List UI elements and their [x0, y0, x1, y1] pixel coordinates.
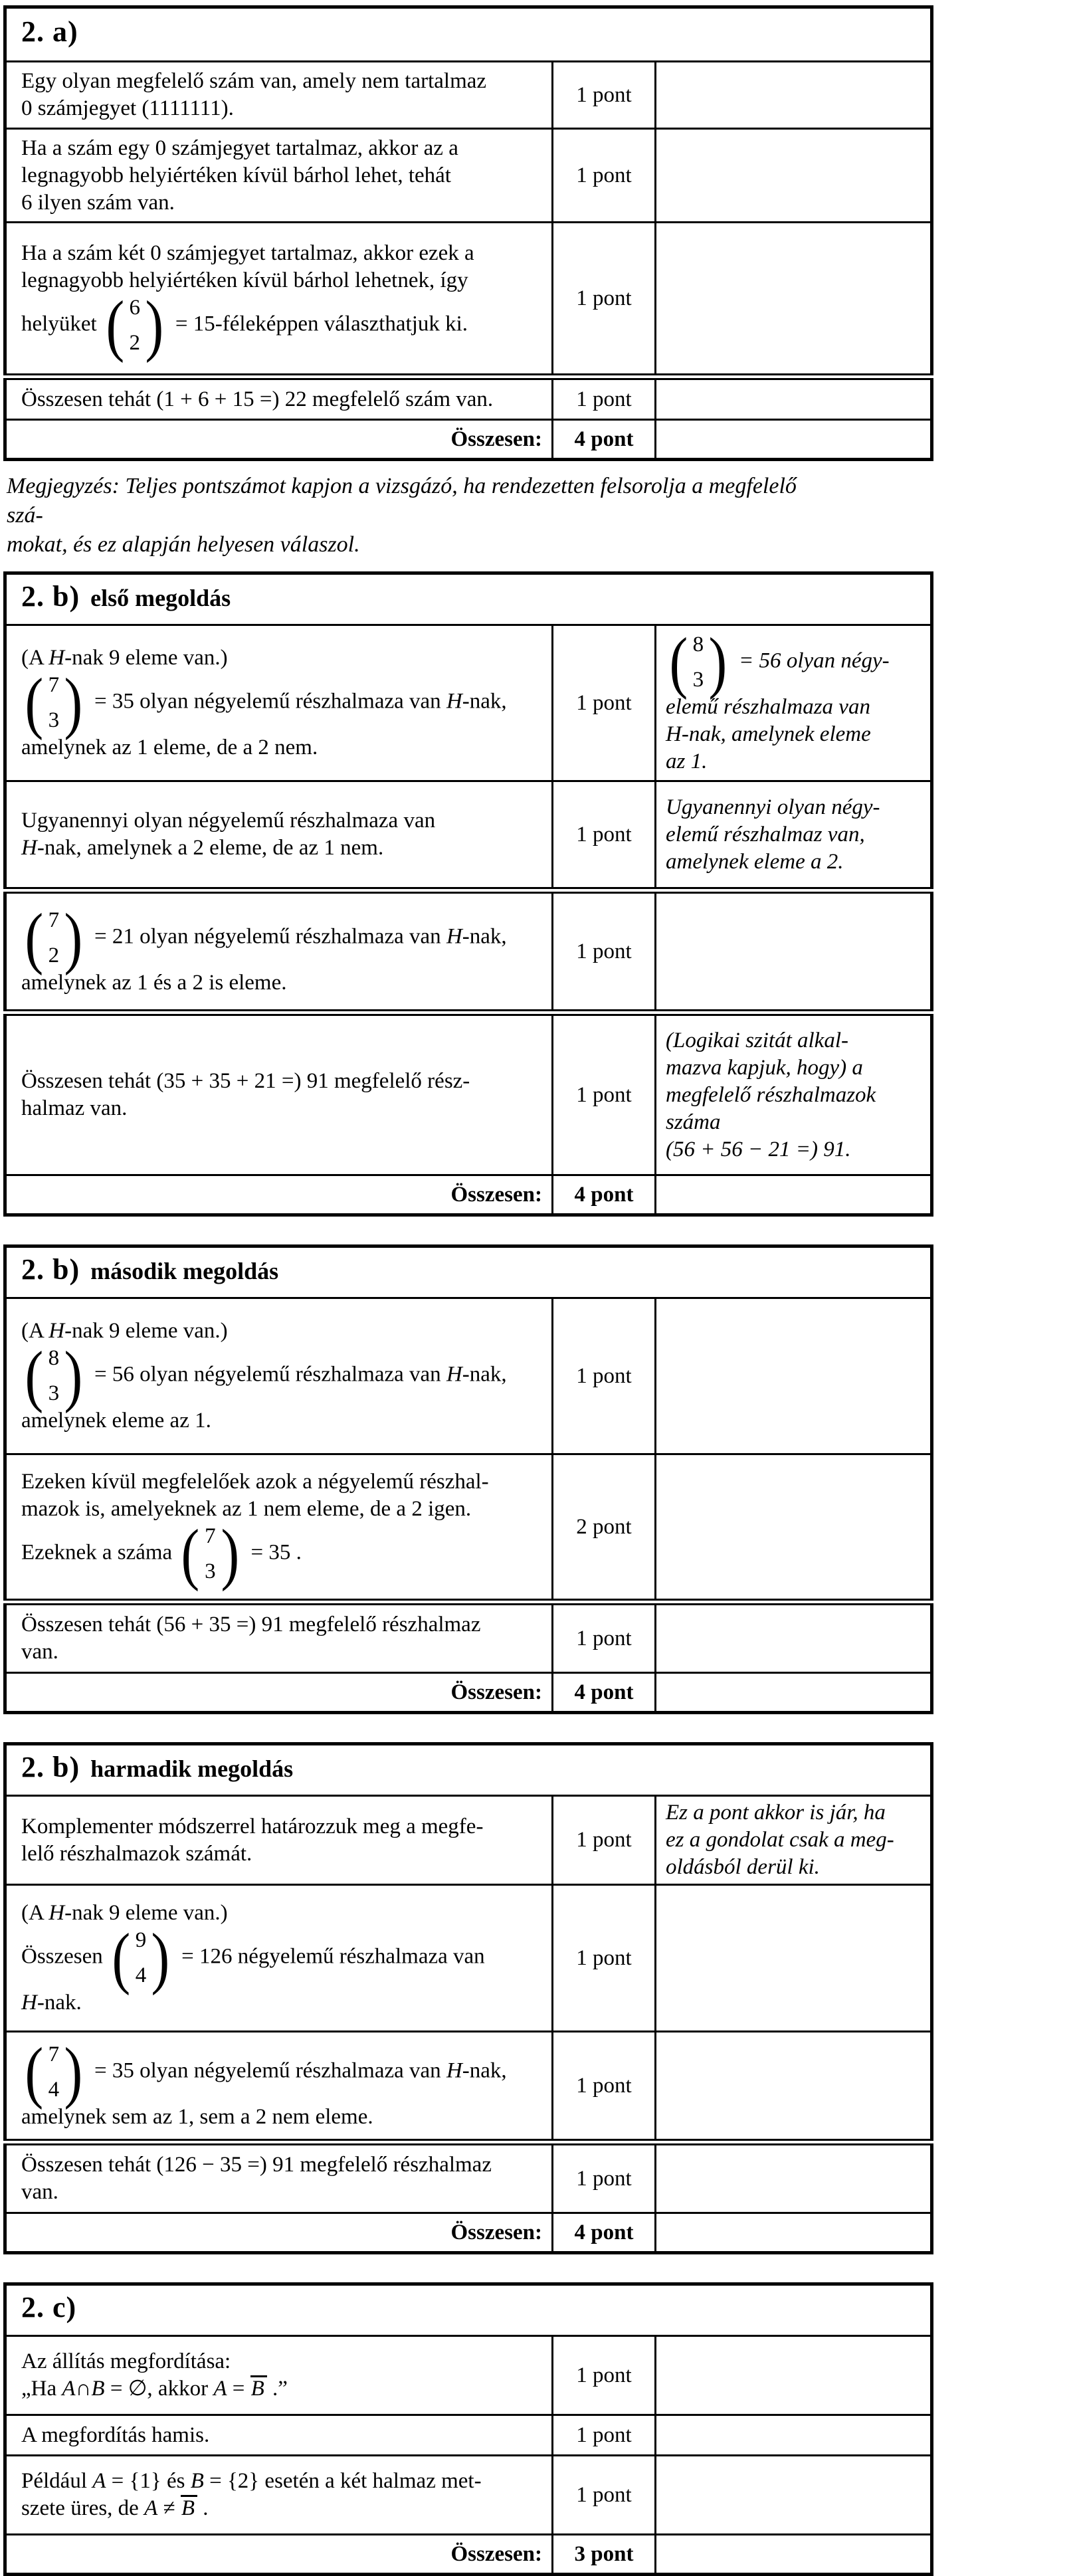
binomial-coefficient — [179, 1516, 241, 1592]
total-points: 3 pont — [553, 2535, 656, 2575]
criterion-cell — [5, 129, 553, 223]
points-cell: 1 pont — [553, 1602, 656, 1673]
section-gap — [0, 1217, 1069, 1244]
text-run: (A — [21, 646, 49, 670]
total-points: 4 pont — [553, 1673, 656, 1713]
points-cell: 1 pont — [553, 890, 656, 1013]
points-cell: 1 pont — [553, 2142, 656, 2213]
text-run: halmaz van. — [21, 1096, 128, 1120]
comment-cell — [656, 420, 932, 460]
binomial-numbers: 7 4 — [48, 2042, 60, 2102]
text-run: (A — [21, 1901, 49, 1925]
criterion-cell — [5, 2336, 553, 2415]
section-gap — [0, 1714, 1069, 1742]
text-run: = 56 — [733, 648, 787, 673]
table-row — [5, 223, 932, 377]
text-run: amelynek sem az 1, sem a 2 nem eleme. — [21, 2104, 373, 2129]
italic-text: A — [62, 2377, 76, 2401]
table-row — [5, 781, 932, 891]
right-parenthesis: ) — [221, 1516, 239, 1592]
text-run: = 126 négyelemű részhalmaza van — [175, 1944, 485, 1969]
text-run: = 35 olyan négyelemű részhalmaza van — [88, 689, 446, 714]
binomial-numbers: 7 3 — [48, 673, 60, 732]
total-points: 4 pont — [553, 2213, 656, 2253]
text-run: Összesen tehát (35 + 35 + 21 =) 91 megfelelő rész- — [21, 1069, 470, 1093]
right-parenthesis: ) — [64, 899, 83, 976]
table-row — [5, 1454, 932, 1603]
italic-text: H — [446, 924, 462, 949]
text-run: 6 ilyen szám van. — [21, 190, 175, 215]
binomial-coefficient — [110, 1920, 172, 1996]
text-run: legnagyobb helyiértéken kívül bárhol lehet, tehát — [21, 163, 451, 187]
text-run: szete üres, de — [21, 2496, 145, 2520]
text-run: Összesen tehát (56 + 35 =) 91 megfelelő részhalmaz — [21, 1613, 481, 1636]
binomial-numbers: 9 4 — [135, 1928, 147, 1987]
points-cell: 1 pont — [553, 625, 656, 781]
binomial-coefficient — [23, 2033, 85, 2110]
left-parenthesis: ( — [25, 2033, 44, 2110]
comment-cell — [656, 625, 932, 781]
comment-cell — [656, 1673, 932, 1713]
scoring-table-2b-second-solution — [3, 1244, 933, 1714]
total-points: 4 pont — [553, 420, 656, 460]
italic-text: megfelelő részhalmazok — [666, 1082, 876, 1107]
comment-cell — [656, 2213, 932, 2253]
italic-text: H-nak, amelynek eleme — [666, 722, 871, 746]
text-run: -nak, — [462, 1362, 507, 1387]
points-cell: 1 pont — [553, 1796, 656, 1885]
text-run: Ezeken kívül megfelelőek azok a négyelemű részhal- — [21, 1470, 489, 1494]
total-points: 4 pont — [553, 1175, 656, 1215]
comment-cell — [656, 1796, 932, 1885]
table-row — [5, 1298, 932, 1454]
text-run: (A — [21, 1319, 49, 1343]
right-parenthesis: ) — [145, 287, 164, 363]
table-row — [5, 2032, 932, 2143]
text-run: -nak 9 eleme van.) — [64, 1319, 228, 1343]
binomial-numbers: 8 3 — [48, 1346, 60, 1405]
comment-cell — [656, 1298, 932, 1454]
text-run: Ezeknek a száma — [21, 1540, 178, 1565]
left-parenthesis: ( — [25, 1338, 44, 1414]
text-run: Megjegyzés: Teljes pontszámot kapjon a vizsgázó, ha rendezetten felsorolja a megfelelő szá- — [7, 474, 797, 528]
comment-cell — [656, 1454, 932, 1603]
table-row — [5, 377, 932, 420]
comment-cell — [656, 1602, 932, 1673]
criterion-cell — [5, 377, 553, 420]
comment-cell — [656, 2336, 932, 2415]
total-row — [5, 2213, 932, 2253]
italic-text: olyan négy- — [786, 648, 890, 673]
text-run: van. — [21, 1640, 58, 1664]
points-cell: 1 pont — [553, 2032, 656, 2143]
scoring-table-2c — [3, 2282, 933, 2576]
section-subtitle: első megoldás — [90, 585, 231, 611]
points-cell: 1 pont — [553, 62, 656, 129]
text-run: Az állítás megfordítása: — [21, 2349, 231, 2373]
points-cell: 1 pont — [553, 129, 656, 223]
comment-cell — [656, 62, 932, 129]
binomial-numbers: 8 3 — [692, 632, 704, 692]
comment-cell — [656, 1013, 932, 1175]
text-run: lelő részhalmazok számát. — [21, 1841, 252, 1866]
criterion-cell — [5, 62, 553, 129]
italic-text: H — [446, 1362, 462, 1387]
text-run: ≠ — [157, 2496, 181, 2520]
section-title-cell — [5, 7, 932, 62]
section-number: 2. b) — [21, 1253, 80, 1286]
binomial-coefficient — [23, 899, 85, 976]
text-run: Ha a szám egy 0 számjegyet tartalmaz, akkor az a — [21, 136, 458, 160]
italic-text: Ez a pont akkor is jár, ha — [666, 1801, 886, 1825]
italic-text: A — [213, 2377, 227, 2401]
total-label: Összesen: — [5, 1175, 553, 1215]
comment-cell — [656, 2032, 932, 2143]
points-cell: 1 pont — [553, 377, 656, 420]
criterion-cell — [5, 781, 553, 891]
text-run: Egy olyan megfelelő szám van, amely nem tartalmaz — [21, 69, 487, 93]
table-row — [5, 2415, 932, 2456]
points-cell: 1 pont — [553, 223, 656, 377]
criterion-cell — [5, 2456, 553, 2535]
text-run: Összesen — [21, 1944, 109, 1969]
total-row — [5, 1673, 932, 1713]
criterion-cell — [5, 625, 553, 781]
criterion-cell — [5, 2142, 553, 2213]
text-run: -nak. — [37, 1991, 82, 2015]
italic-text: H — [446, 2058, 462, 2083]
text-run: = 35 olyan négyelemű részhalmaza van — [88, 2058, 446, 2083]
text-run: mokat, és ez alapján helyesen válaszol. — [7, 532, 360, 557]
left-parenthesis: ( — [669, 625, 688, 700]
comment-cell — [656, 2456, 932, 2535]
text-run: -nak 9 eleme van.) — [64, 1901, 228, 1925]
binomial-coefficient — [23, 664, 85, 741]
text-run: = ∅, akkor — [104, 2377, 214, 2401]
points-cell: 1 pont — [553, 1298, 656, 1454]
italic-text: oldásból derül ki. — [666, 1855, 820, 1879]
italic-text: H — [446, 689, 462, 714]
text-run: -nak, — [462, 924, 507, 949]
comment-cell — [656, 377, 932, 420]
criterion-cell — [5, 2415, 553, 2456]
italic-text: A — [144, 2496, 158, 2520]
text-run: Komplementer módszerrel határozzuk meg a megfe- — [21, 1814, 484, 1838]
points-cell: 1 pont — [553, 781, 656, 891]
italic-text: H — [21, 836, 37, 860]
text-run: Ha a szám két 0 számjegyet tartalmaz, akkor ezek a — [21, 241, 474, 265]
text-run: Összesen tehát (1 + 6 + 15 =) 22 megfelelő szám van. — [21, 387, 494, 411]
italic-text: H — [49, 646, 65, 670]
italic-text: amelynek eleme a 2. — [666, 849, 844, 874]
section-number: 2. a) — [21, 15, 78, 48]
text-run: -nak, — [462, 2058, 507, 2083]
scoring-table-2b-third-solution — [3, 1742, 933, 2254]
total-row — [5, 420, 932, 460]
total-row — [5, 1175, 932, 1215]
text-run: Például — [21, 2469, 93, 2493]
points-cell: 1 pont — [553, 2456, 656, 2535]
criterion-cell — [5, 1013, 553, 1175]
table-row — [5, 890, 932, 1013]
scoring-table-2a — [3, 5, 933, 461]
table-row — [5, 625, 932, 781]
text-run: amelynek eleme az 1. — [21, 1409, 211, 1433]
italic-text: (56 + 56 − 21 =) 91. — [666, 1137, 851, 1161]
binomial-numbers: 6 2 — [129, 296, 141, 355]
text-run: -nak, amelynek a 2 eleme, de az 1 nem. — [37, 836, 384, 860]
criterion-cell — [5, 1885, 553, 2032]
text-run: = — [227, 2377, 250, 2401]
criterion-cell — [5, 1602, 553, 1673]
right-parenthesis: ) — [64, 664, 83, 741]
table-row — [5, 2142, 932, 2213]
section-subtitle: harmadik megoldás — [90, 1755, 294, 1782]
section-number: 2. c) — [21, 2291, 77, 2324]
criterion-cell — [5, 1298, 553, 1454]
italic-text: ez a gondolat csak a meg- — [666, 1828, 894, 1852]
italic-text: mazva kapjuk, hogy) a — [666, 1055, 863, 1080]
total-label: Összesen: — [5, 1673, 553, 1713]
text-run: Ugyanennyi olyan négyelemű részhalmaza van — [21, 809, 436, 833]
criterion-cell — [5, 1796, 553, 1885]
comment-cell — [656, 890, 932, 1013]
table-row — [5, 1602, 932, 1673]
table-row — [5, 1013, 932, 1175]
left-parenthesis: ( — [106, 287, 125, 363]
text-run: -nak, — [462, 689, 507, 714]
comment-cell — [656, 1175, 932, 1215]
comment-cell — [656, 2142, 932, 2213]
table-row — [5, 1796, 932, 1885]
section-number: 2. b) — [21, 580, 80, 613]
left-parenthesis: ( — [181, 1516, 200, 1592]
text-run: Összesen tehát (126 − 35 =) 91 megfelelő részhalmaz — [21, 2153, 492, 2177]
binomial-coefficient — [667, 625, 729, 700]
comment-cell — [656, 1885, 932, 2032]
table-row — [5, 2456, 932, 2535]
text-run: mazok is, amelyeknek az 1 nem eleme, de a 2 igen. — [21, 1497, 472, 1521]
italic-text: az 1. — [666, 749, 708, 773]
text-run: ∩ — [75, 2377, 92, 2401]
text-run: = 56 olyan négyelemű részhalmaza van — [88, 1362, 446, 1387]
section-header-row — [5, 7, 932, 62]
text-run: . — [197, 2496, 209, 2520]
total-label: Összesen: — [5, 2213, 553, 2253]
binomial-numbers: 7 2 — [48, 908, 60, 967]
section-header-row — [5, 1246, 932, 1298]
text-run: = 21 olyan négyelemű részhalmaza van — [88, 924, 446, 949]
italic-text: B — [190, 2469, 204, 2493]
text-run: = {2} esetén a két halmaz met- — [203, 2469, 482, 2493]
section-title-cell — [5, 573, 932, 625]
overlined-set-symbol: B — [181, 2495, 197, 2520]
points-cell: 1 pont — [553, 2415, 656, 2456]
text-run: helyüket — [21, 312, 102, 336]
italic-text: száma — [666, 1110, 721, 1134]
table-row — [5, 2336, 932, 2415]
right-parenthesis: ) — [64, 1338, 83, 1414]
italic-text: A — [92, 2469, 106, 2493]
overlined-set-symbol: B — [250, 2375, 267, 2401]
italic-text: (Logikai szitát alkal- — [666, 1028, 848, 1052]
section-title-cell — [5, 1744, 932, 1796]
scoring-note — [7, 472, 830, 559]
section-header-row — [5, 573, 932, 625]
text-run: amelynek az 1 és a 2 is eleme. — [21, 970, 287, 995]
total-label: Összesen: — [5, 2535, 553, 2575]
text-run: amelynek az 1 eleme, de a 2 nem. — [21, 736, 318, 759]
comment-cell — [656, 129, 932, 223]
text-run: „Ha — [21, 2377, 62, 2401]
text-run: 0 számjegyet (1111111). — [21, 96, 234, 120]
left-parenthesis: ( — [112, 1920, 131, 1996]
binomial-numbers: 7 3 — [205, 1524, 216, 1583]
text-run: .” — [266, 2377, 288, 2401]
criterion-cell — [5, 1454, 553, 1603]
italic-text: elemű részhalmaza van — [666, 694, 870, 719]
scoring-table-2b-first-solution — [3, 571, 933, 1217]
comment-cell — [656, 781, 932, 891]
italic-text: H — [49, 1319, 65, 1343]
right-parenthesis: ) — [64, 2033, 83, 2110]
right-parenthesis: ) — [151, 1920, 170, 1996]
section-title-cell — [5, 2284, 932, 2336]
table-row — [5, 1885, 932, 2032]
italic-text: H — [49, 1901, 65, 1925]
text-run: -nak 9 eleme van.) — [64, 646, 228, 670]
section-title-cell — [5, 1246, 932, 1298]
section-subtitle: második megoldás — [90, 1258, 279, 1284]
comment-cell — [656, 2535, 932, 2575]
text-run: = 15-féleképpen választhatjuk ki. — [169, 312, 468, 336]
comment-cell — [656, 223, 932, 377]
section-header-row — [5, 1744, 932, 1796]
comment-cell — [656, 2415, 932, 2456]
binomial-coefficient — [104, 287, 166, 363]
text-run: van. — [21, 2180, 58, 2204]
italic-text: elemű részhalmaz van, — [666, 822, 865, 846]
points-cell: 1 pont — [553, 2336, 656, 2415]
table-row — [5, 62, 932, 129]
section-gap — [0, 2254, 1069, 2282]
italic-text: Ugyanennyi olyan négy- — [666, 795, 880, 819]
total-label: Összesen: — [5, 420, 553, 460]
binomial-coefficient — [23, 1338, 85, 1414]
criterion-cell — [5, 223, 553, 377]
table-row — [5, 129, 932, 223]
points-cell: 2 pont — [553, 1454, 656, 1603]
italic-text: H — [21, 1991, 37, 2015]
italic-text: B — [91, 2377, 105, 2401]
criterion-cell — [5, 2032, 553, 2143]
points-cell: 1 pont — [553, 1013, 656, 1175]
left-parenthesis: ( — [25, 664, 44, 741]
text-run: legnagyobb helyiértéken kívül bárhol lehetnek, így — [21, 268, 468, 292]
total-row — [5, 2535, 932, 2575]
text-run: = {1} és — [106, 2469, 191, 2493]
section-header-row — [5, 2284, 932, 2336]
text-run: A megfordítás hamis. — [21, 2423, 210, 2447]
text-run: = 35 . — [245, 1540, 302, 1565]
points-cell: 1 pont — [553, 1885, 656, 2032]
right-parenthesis: ) — [708, 625, 728, 700]
left-parenthesis: ( — [25, 899, 44, 976]
section-number: 2. b) — [21, 1751, 80, 1783]
criterion-cell — [5, 890, 553, 1013]
